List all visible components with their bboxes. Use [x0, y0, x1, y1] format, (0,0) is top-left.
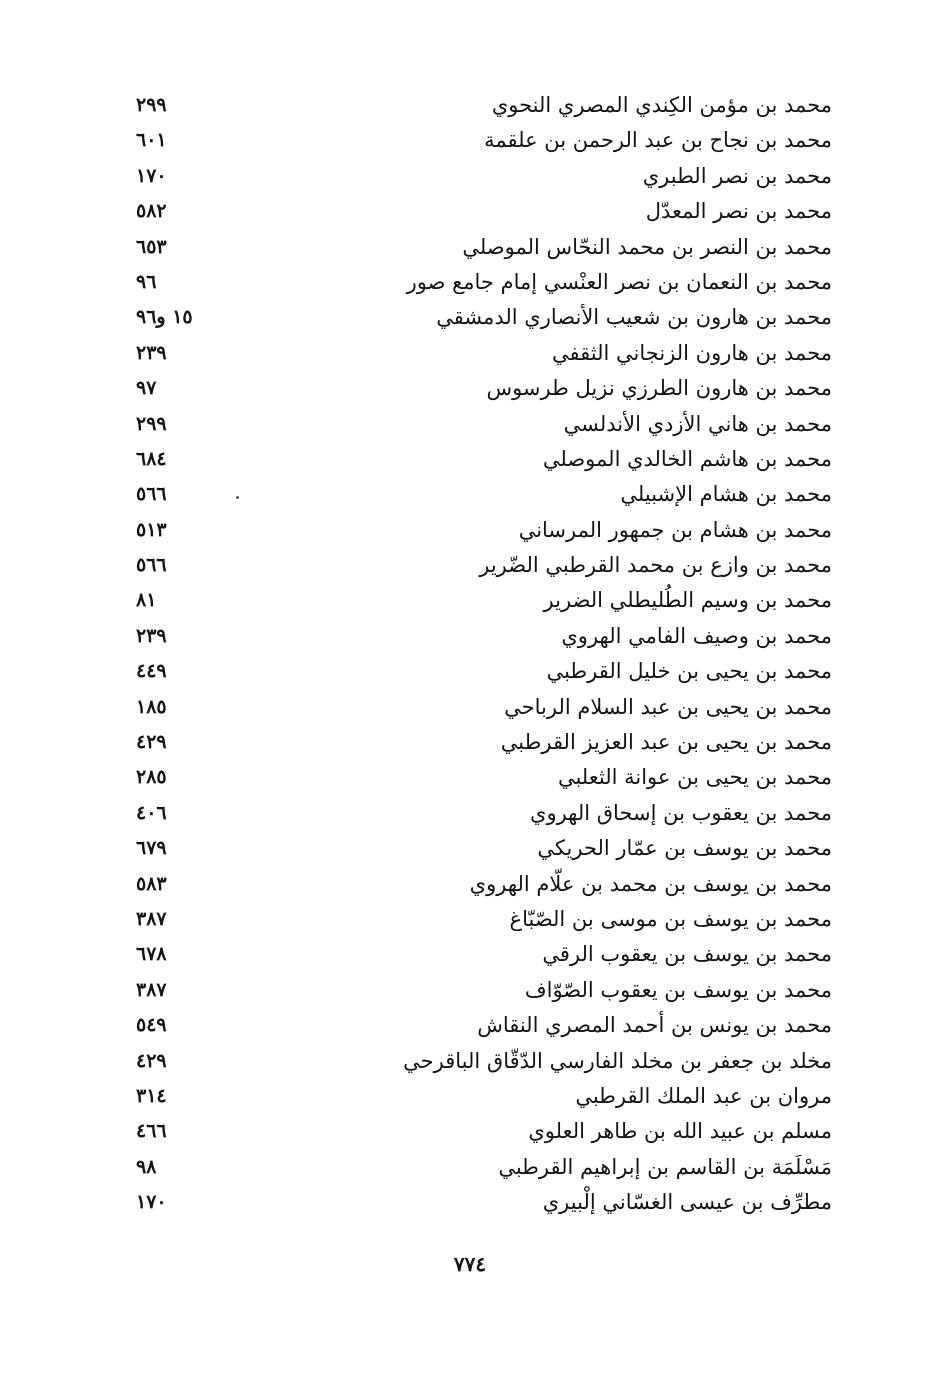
entry-page-number: ٢٣٩ [136, 624, 167, 647]
entry-page-number: ١٨٥ [136, 695, 167, 718]
entry-name: محمد بن وسيم الطُليطلي الضرير [543, 588, 832, 613]
entry-page-number: ٢٣٩ [136, 341, 167, 364]
index-entry [120, 867, 832, 902]
entry-page-number: ٦٧٨ [136, 943, 167, 966]
entry-page-number: ٥١٣ [136, 518, 167, 541]
index-entry [120, 194, 832, 229]
entry-page-number: ١٧٠ [136, 1191, 167, 1214]
scan-speck [236, 496, 239, 499]
entry-name: محمد بن النعمان بن نصر العنْسي إمام جامع صور [406, 269, 832, 294]
index-entry [120, 230, 832, 265]
entry-page-number: ٦٥٣ [136, 235, 167, 258]
entry-name: محمد بن هاني الأزدي الأندلسي [563, 411, 832, 436]
index-entry [120, 442, 832, 477]
entry-name: محمد بن النصر بن محمد النحّاس الموصلي [462, 234, 832, 259]
entry-name: محمد بن يحيى بن عبد السلام الرباحي [504, 694, 832, 719]
entry-name: محمد بن يعقوب بن إسحاق الهروي [530, 800, 832, 825]
index-entry [120, 336, 832, 371]
entry-name: مخلد بن جعفر بن مخلد الفارسي الدّقّاق الباقرحي [403, 1048, 832, 1073]
entry-page-number: ٣٨٧ [136, 907, 167, 930]
index-entry [120, 407, 832, 442]
entry-page-number: ١٥ و٩٦ [136, 306, 193, 329]
entry-name: محمد بن هارون الزنجاني الثقفي [552, 340, 832, 365]
index-entry [120, 583, 832, 618]
entry-page-number: ٩٨ [136, 1155, 157, 1178]
index-entry [120, 1008, 832, 1043]
index-entry [120, 1150, 832, 1185]
entry-name: محمد بن وصيف الفامي الهروي [561, 623, 832, 648]
entry-name: محمد بن هارون بن شعيب الأنصاري الدمشقي [436, 305, 832, 330]
entry-name: مَسْلَمَة بن القاسم بن إبراهيم القرطبي [498, 1154, 832, 1179]
entry-page-number: ٣١٤ [136, 1084, 167, 1107]
index-list [120, 88, 832, 1221]
entry-name: مطرِّف بن عيسى الغسّاني إلْبيري [542, 1190, 832, 1215]
index-entry [120, 123, 832, 158]
entry-page-number: ٤٤٩ [136, 660, 167, 683]
entry-name: محمد بن يوسف بن يعقوب الصّوّاف [524, 977, 832, 1002]
index-entry [120, 902, 832, 937]
entry-name: محمد بن هشام الإشبيلي [620, 482, 832, 507]
entry-page-number: ٣٨٧ [136, 978, 167, 1001]
entry-page-number: ٩٧ [136, 377, 157, 400]
entry-name: محمد بن يحيى بن عبد العزيز القرطبي [500, 730, 832, 755]
entry-page-number: ٥٨٢ [136, 200, 167, 223]
index-entry [120, 654, 832, 689]
index-entry [120, 937, 832, 972]
entry-page-number: ٨١ [136, 589, 157, 612]
index-entry [120, 371, 832, 406]
index-entry [120, 760, 832, 795]
entry-page-number: ٥٤٩ [136, 1014, 167, 1037]
entry-name: محمد بن هشام بن جمهور المرساني [518, 517, 832, 542]
index-entry [120, 796, 832, 831]
index-entry [120, 831, 832, 866]
entry-name: محمد بن يونس بن أحمد المصري النقاش [477, 1013, 832, 1038]
entry-name: محمد بن نصر المعدّل [645, 199, 832, 224]
index-entry [120, 725, 832, 760]
index-entry [120, 548, 832, 583]
index-entry [120, 619, 832, 654]
entry-name: محمد بن مؤمن الكِندي المصري النحوي [491, 93, 832, 117]
page-number: ٧٧٤ [453, 1252, 487, 1276]
index-entry [120, 1185, 832, 1220]
index-entry [120, 88, 832, 123]
entry-page-number: ٤٦٦ [136, 1120, 167, 1143]
entry-page-number: ٤٠٦ [136, 801, 167, 824]
entry-name: محمد بن هارون الطرزي نزيل طرسوس [486, 376, 832, 401]
entry-page-number: ٢٨٥ [136, 766, 167, 789]
entry-page-number: ٤٢٩ [136, 1049, 167, 1072]
entry-page-number: ١٧٠ [136, 164, 167, 187]
index-entry [120, 1079, 832, 1114]
index-entry [120, 690, 832, 725]
index-entry [120, 477, 832, 512]
entry-name: محمد بن يحيى بن عوانة الثعلبي [557, 765, 832, 790]
entry-name: محمد بن نجاح بن عبد الرحمن بن علقمة [484, 128, 832, 153]
entry-page-number: ٢٩٩ [136, 412, 167, 435]
entry-page-number: ٩٦ [136, 270, 157, 293]
index-entry [120, 973, 832, 1008]
index-entry [120, 300, 832, 335]
entry-name: مروان بن عبد الملك القرطبي [575, 1083, 832, 1108]
index-entry [120, 1114, 832, 1149]
entry-name: محمد بن يوسف بن عمّار الحريكي [537, 836, 832, 861]
entry-name: محمد بن هاشم الخالدي الموصلي [542, 446, 832, 471]
entry-name: مسلم بن عبيد الله بن طاهر العلوي [528, 1119, 832, 1144]
entry-name: محمد بن يوسف بن يعقوب الرقي [542, 942, 832, 967]
index-entry [120, 1044, 832, 1079]
entry-page-number: ٦٨٤ [136, 447, 167, 470]
entry-name: محمد بن يوسف بن موسى بن الصّبّاغ [509, 906, 832, 931]
entry-page-number: ٦٧٩ [136, 837, 167, 860]
entry-page-number: ٤٢٩ [136, 731, 167, 754]
entry-name: محمد بن يحيى بن خليل القرطبي [546, 659, 832, 684]
entry-page-number: ٢٩٩ [136, 94, 167, 116]
entry-name: محمد بن يوسف بن محمد بن علّام الهروي [469, 871, 832, 896]
entry-page-number: ٥٦٦ [136, 483, 167, 506]
entry-page-number: ٥٦٦ [136, 554, 167, 577]
index-entry [120, 513, 832, 548]
entry-name: محمد بن وازع بن محمد القرطبي الضّرير [479, 553, 832, 578]
index-entry [120, 265, 832, 300]
index-entry [120, 159, 832, 194]
entry-page-number: ٦٠١ [136, 129, 167, 152]
entry-name: محمد بن نصر الطبري [642, 163, 832, 188]
entry-page-number: ٥٨٣ [136, 872, 167, 895]
